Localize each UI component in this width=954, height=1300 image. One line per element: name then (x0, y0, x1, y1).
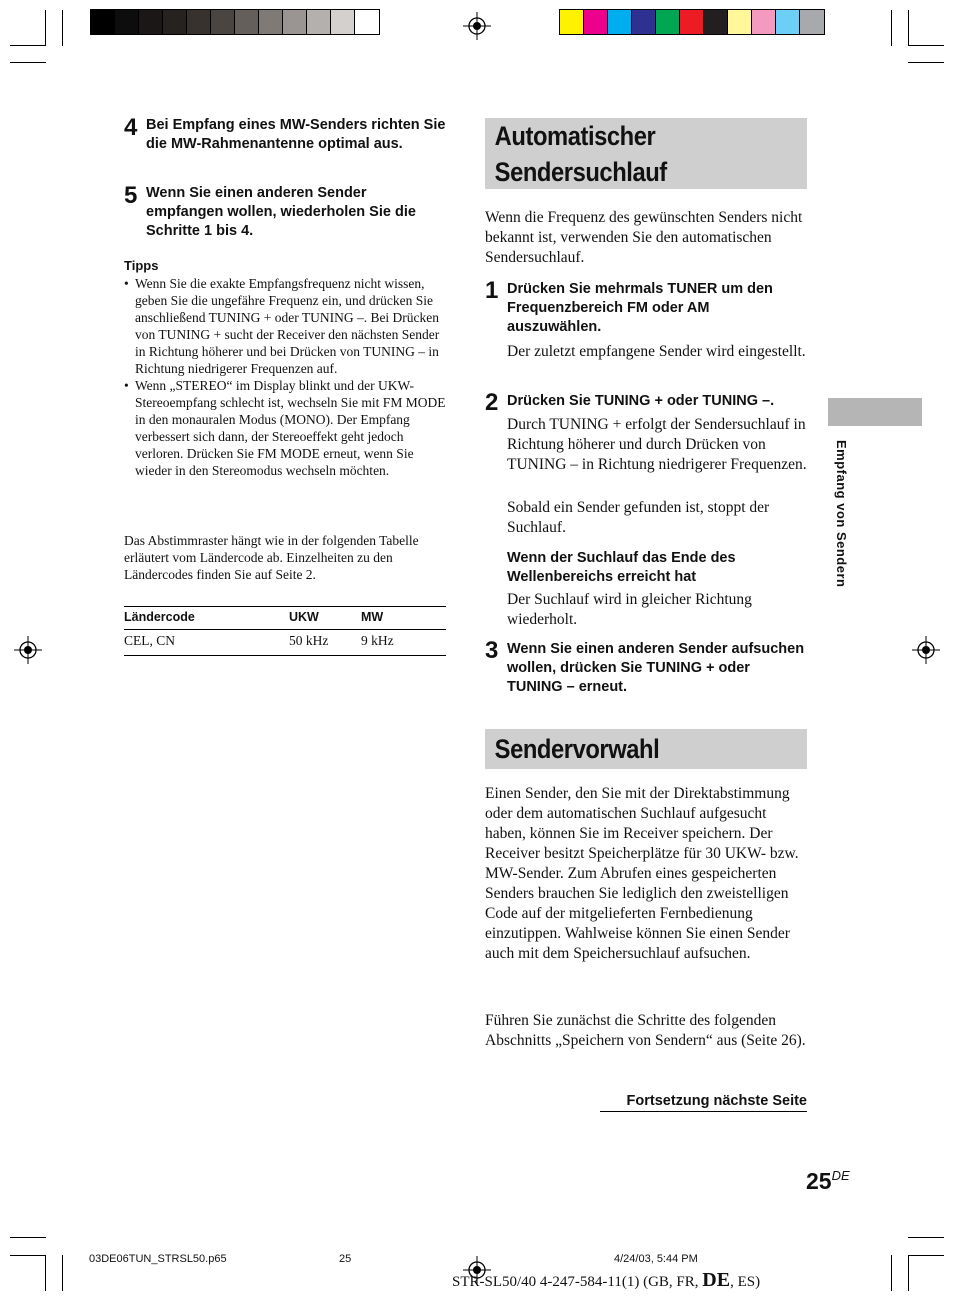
color-swatch (283, 10, 307, 34)
color-swatch (800, 10, 824, 34)
section-heading-auto-tuning (485, 118, 807, 189)
registration-mark-icon (14, 636, 42, 664)
crop-mark (62, 10, 63, 46)
color-swatch (211, 10, 235, 34)
crop-mark (908, 10, 909, 46)
crop-mark (45, 1255, 46, 1291)
color-swatch (728, 10, 752, 34)
tip-item: • Wenn Sie die exakte Empfangsfrequenz nicht wissen, geben Sie die ungefähre Frequenz ein, und drücken Sie anschließend TUNING + oder TUNING –. Bei Drücken von TUNING + sucht der Receiver den nächsten Sender in Richtung höherer und bei Drücken von TUNING – in Richtung niedrigerer Frequenzen auf. (124, 276, 440, 376)
step-2-detail: Sobald ein Sender gefunden ist, stoppt der Suchlauf. (507, 499, 770, 536)
table-cell: 50 kHz (289, 630, 361, 656)
color-swatch (139, 10, 163, 34)
step-text: Drücken Sie mehrmals TUNER um den Frequenzbereich FM oder AM auszuwählen. (507, 281, 773, 335)
auto-tuning-intro: Wenn die Frequenz des gewünschten Senders nicht bekannt ist, verwenden Sie den automatischen Sendersuchlauf. (485, 209, 803, 266)
crop-mark (45, 10, 46, 46)
presets-paragraph: Einen Sender, den Sie mit der Direktabstimmung oder dem automatischen Suchlauf aufgesucht haben, können Sie im Receiver speichern. Der Receiver besitzt Speicherplätze für 30 UKW- bzw. MW-Sender. Zum Abrufen eines gespeicherten Senders brauchen Sie lediglich den zweistelligen Code auf der mitgelieferten Fernbedienung einzutippen. Wahlweise können Sie einen Sender auch mit dem Speichersuchlauf aufsuchen. (485, 785, 799, 962)
color-swatch (608, 10, 632, 34)
page-suffix: DE (831, 1168, 850, 1183)
color-swatch (163, 10, 187, 34)
color-swatch (331, 10, 355, 34)
color-swatch (307, 10, 331, 34)
step-text: Drücken Sie TUNING + oder TUNING –. (507, 393, 775, 409)
step-5 (124, 184, 446, 241)
table-row (124, 630, 446, 656)
heading-line: Sendervorwahl (494, 734, 660, 764)
crop-mark (908, 62, 944, 63)
step-2 (485, 389, 807, 416)
crop-mark (62, 1255, 63, 1291)
color-swatch (187, 10, 211, 34)
heading-line: Automatischer (494, 121, 656, 151)
registration-mark-icon (463, 12, 491, 40)
color-swatch (704, 10, 728, 34)
step-text: Bei Empfang eines MW-Senders richten Sie die MW-Rahmenantenne optimal aus. (146, 117, 446, 152)
color-swatch (355, 10, 379, 34)
footer-file: 03DE06TUN_STRSL50.p65 (89, 1253, 227, 1265)
presets-paragraph: Führen Sie zunächst die Schritte des folgenden Abschnitts „Speichern von Sendern“ aus (Seite 26). (485, 1012, 806, 1049)
page-number-value: 25 (806, 1168, 832, 1194)
crop-mark (908, 1255, 909, 1291)
footer-model (452, 1269, 760, 1292)
color-swatch (656, 10, 680, 34)
tip-item: • Wenn „STEREO“ im Display blinkt und der UKW-Stereoempfang schlecht ist, wechseln Sie mit FM MODE in den monauralen Modus (MONO). Der Empfang verbessert sich dann, der Stereoeffekt geht jedoch verloren. Drücken Sie FM MODE erneut, wenn Sie wieder in den Stereomodus wechseln möchten. (124, 378, 446, 478)
table-header: UKW (289, 607, 361, 630)
color-swatch (560, 10, 584, 34)
tipps-heading: Tipps (124, 258, 159, 273)
page-number (806, 1168, 850, 1195)
step-1 (485, 277, 807, 337)
color-swatch (632, 10, 656, 34)
band-end-subheading: Wenn der Suchlauf das Ende des Wellenbereichs erreicht hat (507, 550, 736, 585)
step-number: 4 (124, 114, 138, 141)
step-number: 3 (485, 637, 499, 664)
crop-mark (10, 1255, 46, 1256)
tip-text: Wenn „STEREO“ im Display blinkt und der UKW-Stereoempfang schlecht ist, wechseln Sie mit FM MODE in den monauralen Modus (MONO). Der Empfang verbessert sich dann, der Stereoeffekt geht jedoch verloren. Drücken Sie FM MODE erneut, wenn Sie wieder in den Stereomodus wechseln möchten. (135, 378, 446, 478)
footer-date: 4/24/03, 5:44 PM (614, 1253, 698, 1265)
table-header: Ländercode (124, 607, 289, 630)
color-swatch (91, 10, 115, 34)
step-text: Wenn Sie einen anderen Sender empfangen wollen, wiederholen Sie die Schritte 1 bis 4. (146, 185, 416, 239)
crop-mark (10, 45, 46, 46)
color-bar (559, 9, 825, 35)
grayscale-bar (90, 9, 380, 35)
crop-mark (908, 1255, 944, 1256)
country-code-table (124, 606, 446, 656)
color-swatch (115, 10, 139, 34)
tip-text: Wenn Sie die exakte Empfangsfrequenz nicht wissen, geben Sie die ungefähre Frequenz ein, und drücken Sie anschließend TUNING + oder TUNING –. Bei Drücken von TUNING + sucht der Receiver den nächsten Sender in Richtung höherer und bei Drücken von TUNING – in Richtung niedrigerer Frequenzen auf. (135, 276, 440, 376)
step-2-detail: Durch TUNING + erfolgt der Sendersuchlauf in Richtung höherer und durch Drücken von TUNING – in Richtung niedrigerer Frequenzen. (507, 416, 807, 473)
table-header-row (124, 607, 446, 630)
color-swatch (776, 10, 800, 34)
step-3 (485, 637, 807, 697)
step-1-detail: Der zuletzt empfangene Sender wird eingestellt. (507, 343, 806, 360)
color-swatch (584, 10, 608, 34)
heading-line: Sendersuchlauf (494, 157, 667, 187)
crop-mark (908, 1237, 944, 1238)
step-number: 1 (485, 277, 499, 304)
crop-mark (891, 10, 892, 46)
chapter-tab (828, 398, 922, 426)
step-number: 5 (124, 182, 138, 209)
footer-page: 25 (339, 1253, 352, 1265)
registration-mark-icon (912, 636, 940, 664)
table-cell: 9 kHz (361, 630, 446, 656)
footer-model-end: , ES) (730, 1274, 761, 1290)
color-swatch (752, 10, 776, 34)
band-end-text: Der Suchlauf wird in gleicher Richtung wiederholt. (507, 591, 752, 628)
table-cell: CEL, CN (124, 630, 289, 656)
table-header: MW (361, 607, 446, 630)
step-text: Wenn Sie einen anderen Sender aufsuchen wollen, drücken Sie TUNING + oder TUNING – erneut. (507, 641, 805, 695)
color-swatch (259, 10, 283, 34)
continued-next-page: Fortsetzung nächste Seite (600, 1093, 807, 1112)
chapter-label: Empfang von Sendern (834, 440, 849, 588)
crop-mark (10, 62, 46, 63)
tipps-list (124, 275, 446, 479)
color-swatch (680, 10, 704, 34)
color-swatch (235, 10, 259, 34)
section-heading-presets (485, 729, 807, 769)
footer-lang: DE (702, 1269, 731, 1291)
crop-mark (10, 1237, 46, 1238)
crop-mark (908, 45, 944, 46)
step-number: 2 (485, 389, 499, 416)
raster-paragraph: Das Abstimmraster hängt wie in der folgenden Tabelle erläutert vom Ländercode ab. Einzelheiten zu den Ländercodes finden Sie auf Seite 2. (124, 533, 419, 582)
footer-model-text: STR-SL50/40 4-247-584-11(1) (GB, FR, (452, 1274, 703, 1290)
crop-mark (891, 1255, 892, 1291)
step-4 (124, 116, 446, 154)
